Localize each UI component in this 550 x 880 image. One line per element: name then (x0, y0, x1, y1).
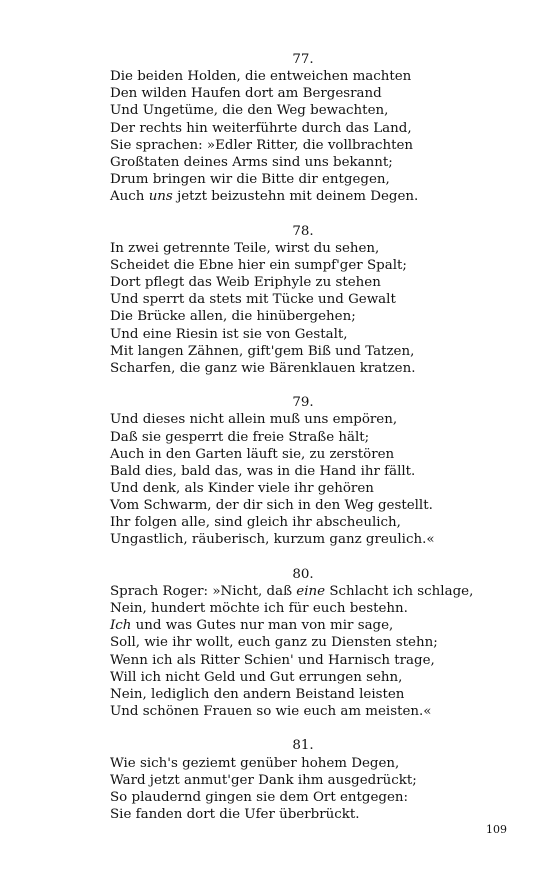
poem-text (110, 51, 474, 840)
verse-line (110, 755, 450, 772)
italic-text: Ich (110, 618, 132, 634)
verse-line (110, 652, 450, 669)
verse-text: Nein, hundert möchte ich für euch bestehn. (110, 601, 408, 617)
verse-text: Und eine Riesin ist sie von Gestalt, (110, 326, 348, 342)
stanza (110, 737, 450, 823)
stanza (110, 566, 474, 720)
page-number: 109 (486, 823, 507, 836)
verse-line (110, 497, 450, 514)
stanza-number: 80. (292, 566, 314, 582)
verse-line (110, 446, 450, 463)
verse-line (110, 600, 450, 617)
verse-text: Ward jetzt anmut'ger Dank ihm ausgedrückt; (110, 772, 417, 788)
verse-line (110, 171, 450, 188)
verse-line (110, 772, 450, 789)
verse-line (110, 120, 450, 137)
verse-line (110, 154, 450, 171)
verse-text: Sie sprachen: »Edler Ritter, die vollbrachten (110, 137, 414, 153)
verse-text: Und schönen Frauen so wie euch am meisten.« (110, 704, 432, 720)
verse-line (110, 480, 450, 497)
verse-text: Ihr folgen alle, sind gleich ihr abscheulich, (110, 515, 401, 531)
verse-line (110, 411, 450, 428)
verse-line (110, 343, 450, 360)
verse-text: Auch (110, 189, 149, 205)
verse-text: Der rechts hin weiterführte durch das Land, (110, 120, 412, 136)
verse-text: Scheidet die Ebne hier ein sumpf'ger Spalt; (110, 257, 407, 273)
verse-line (110, 634, 450, 651)
verse-text: So plaudernd gingen sie dem Ort entgegen: (110, 789, 409, 805)
verse-text: Dort pflegt das Weib Eriphyle zu stehen (110, 275, 381, 291)
verse-text: Bald dies, bald das, was in die Hand ihr fällt. (110, 463, 416, 479)
verse-text: In zwei getrennte Teile, wirst du sehen, (110, 240, 380, 256)
verse-text: Scharfen, die ganz wie Bärenklauen kratzen. (110, 360, 416, 376)
verse-text: Die beiden Holden, die entweichen machten (110, 69, 412, 85)
verse-text: Und denk, als Kinder viele ihr gehören (110, 480, 374, 496)
verse-line (110, 68, 450, 85)
stanza-number: 79. (292, 395, 314, 411)
verse-text: Soll, wie ihr wollt, euch ganz zu Diensten stehn; (110, 635, 438, 651)
verse-text: Die Brücke allen, die hinübergehen; (110, 309, 356, 325)
verse-line (110, 531, 450, 548)
verse-line (110, 789, 450, 806)
verse-line (110, 326, 450, 343)
verse-text: Sie fanden dort die Ufer überbrückt. (110, 807, 360, 822)
verse-line (110, 85, 450, 102)
verse-text: Und sperrt da stets mit Tücke und Gewalt (110, 292, 396, 308)
verse-line (110, 514, 450, 531)
verse-text: und was Gutes nur man von mir sage, (131, 618, 394, 634)
verse-text: Und Ungetüme, die den Weg bewachten, (110, 103, 389, 119)
verse-line (110, 686, 450, 703)
verse-line (110, 806, 450, 823)
verse-line (110, 274, 450, 291)
verse-text: Schlacht ich schlage, (325, 583, 474, 599)
verse-line (110, 617, 450, 634)
stanza (110, 394, 450, 548)
verse-text: Daß sie gesperrt die freie Straße hält; (110, 429, 370, 445)
verse-line (110, 583, 474, 600)
verse-text: Nein, lediglich den andern Beistand leisten (110, 686, 405, 702)
verse-line (110, 188, 450, 205)
verse-line (110, 429, 450, 446)
stanza-number: 77. (292, 52, 314, 67)
verse-line (110, 703, 450, 720)
stanza-number: 78. (292, 223, 314, 239)
verse-text: Auch in den Garten läuft sie, zu zerstören (110, 446, 395, 462)
verse-text: Mit langen Zähnen, gift'gem Biß und Tatzen, (110, 343, 415, 359)
verse-line (110, 240, 450, 257)
verse-line (110, 360, 450, 377)
stanza-number: 81. (292, 738, 314, 754)
verse-line (110, 257, 450, 274)
verse-line (110, 137, 450, 154)
verse-line (110, 308, 450, 325)
italic-text: eine (296, 583, 326, 599)
verse-line (110, 102, 450, 119)
verse-text: Drum bringen wir die Bitte dir entgegen, (110, 172, 390, 188)
verse-text: Sprach Roger: »Nicht, daß (110, 583, 297, 599)
verse-text: Wenn ich als Ritter Schien' und Harnisch trage, (110, 652, 435, 668)
verse-text: Den wilden Haufen dort am Bergesrand (110, 86, 382, 102)
verse-line (110, 669, 450, 686)
italic-text: uns (148, 189, 173, 205)
stanza (110, 51, 450, 205)
verse-text: Will ich nicht Geld und Gut errungen sehn, (110, 669, 403, 685)
stanza (110, 223, 450, 377)
verse-text: Ungastlich, räuberisch, kurzum ganz greulich.« (110, 532, 435, 548)
verse-text: Großtaten deines Arms sind uns bekannt; (110, 154, 393, 170)
verse-text: jetzt beizustehn mit deinem Degen. (172, 189, 419, 205)
verse-text: Wie sich's geziemt genüber hohem Degen, (110, 755, 400, 771)
verse-text: Und dieses nicht allein muß uns empören, (110, 412, 398, 428)
verse-line (110, 291, 450, 308)
verse-text: Vom Schwarm, der dir sich in den Weg gestellt. (110, 498, 433, 514)
verse-line (110, 463, 450, 480)
